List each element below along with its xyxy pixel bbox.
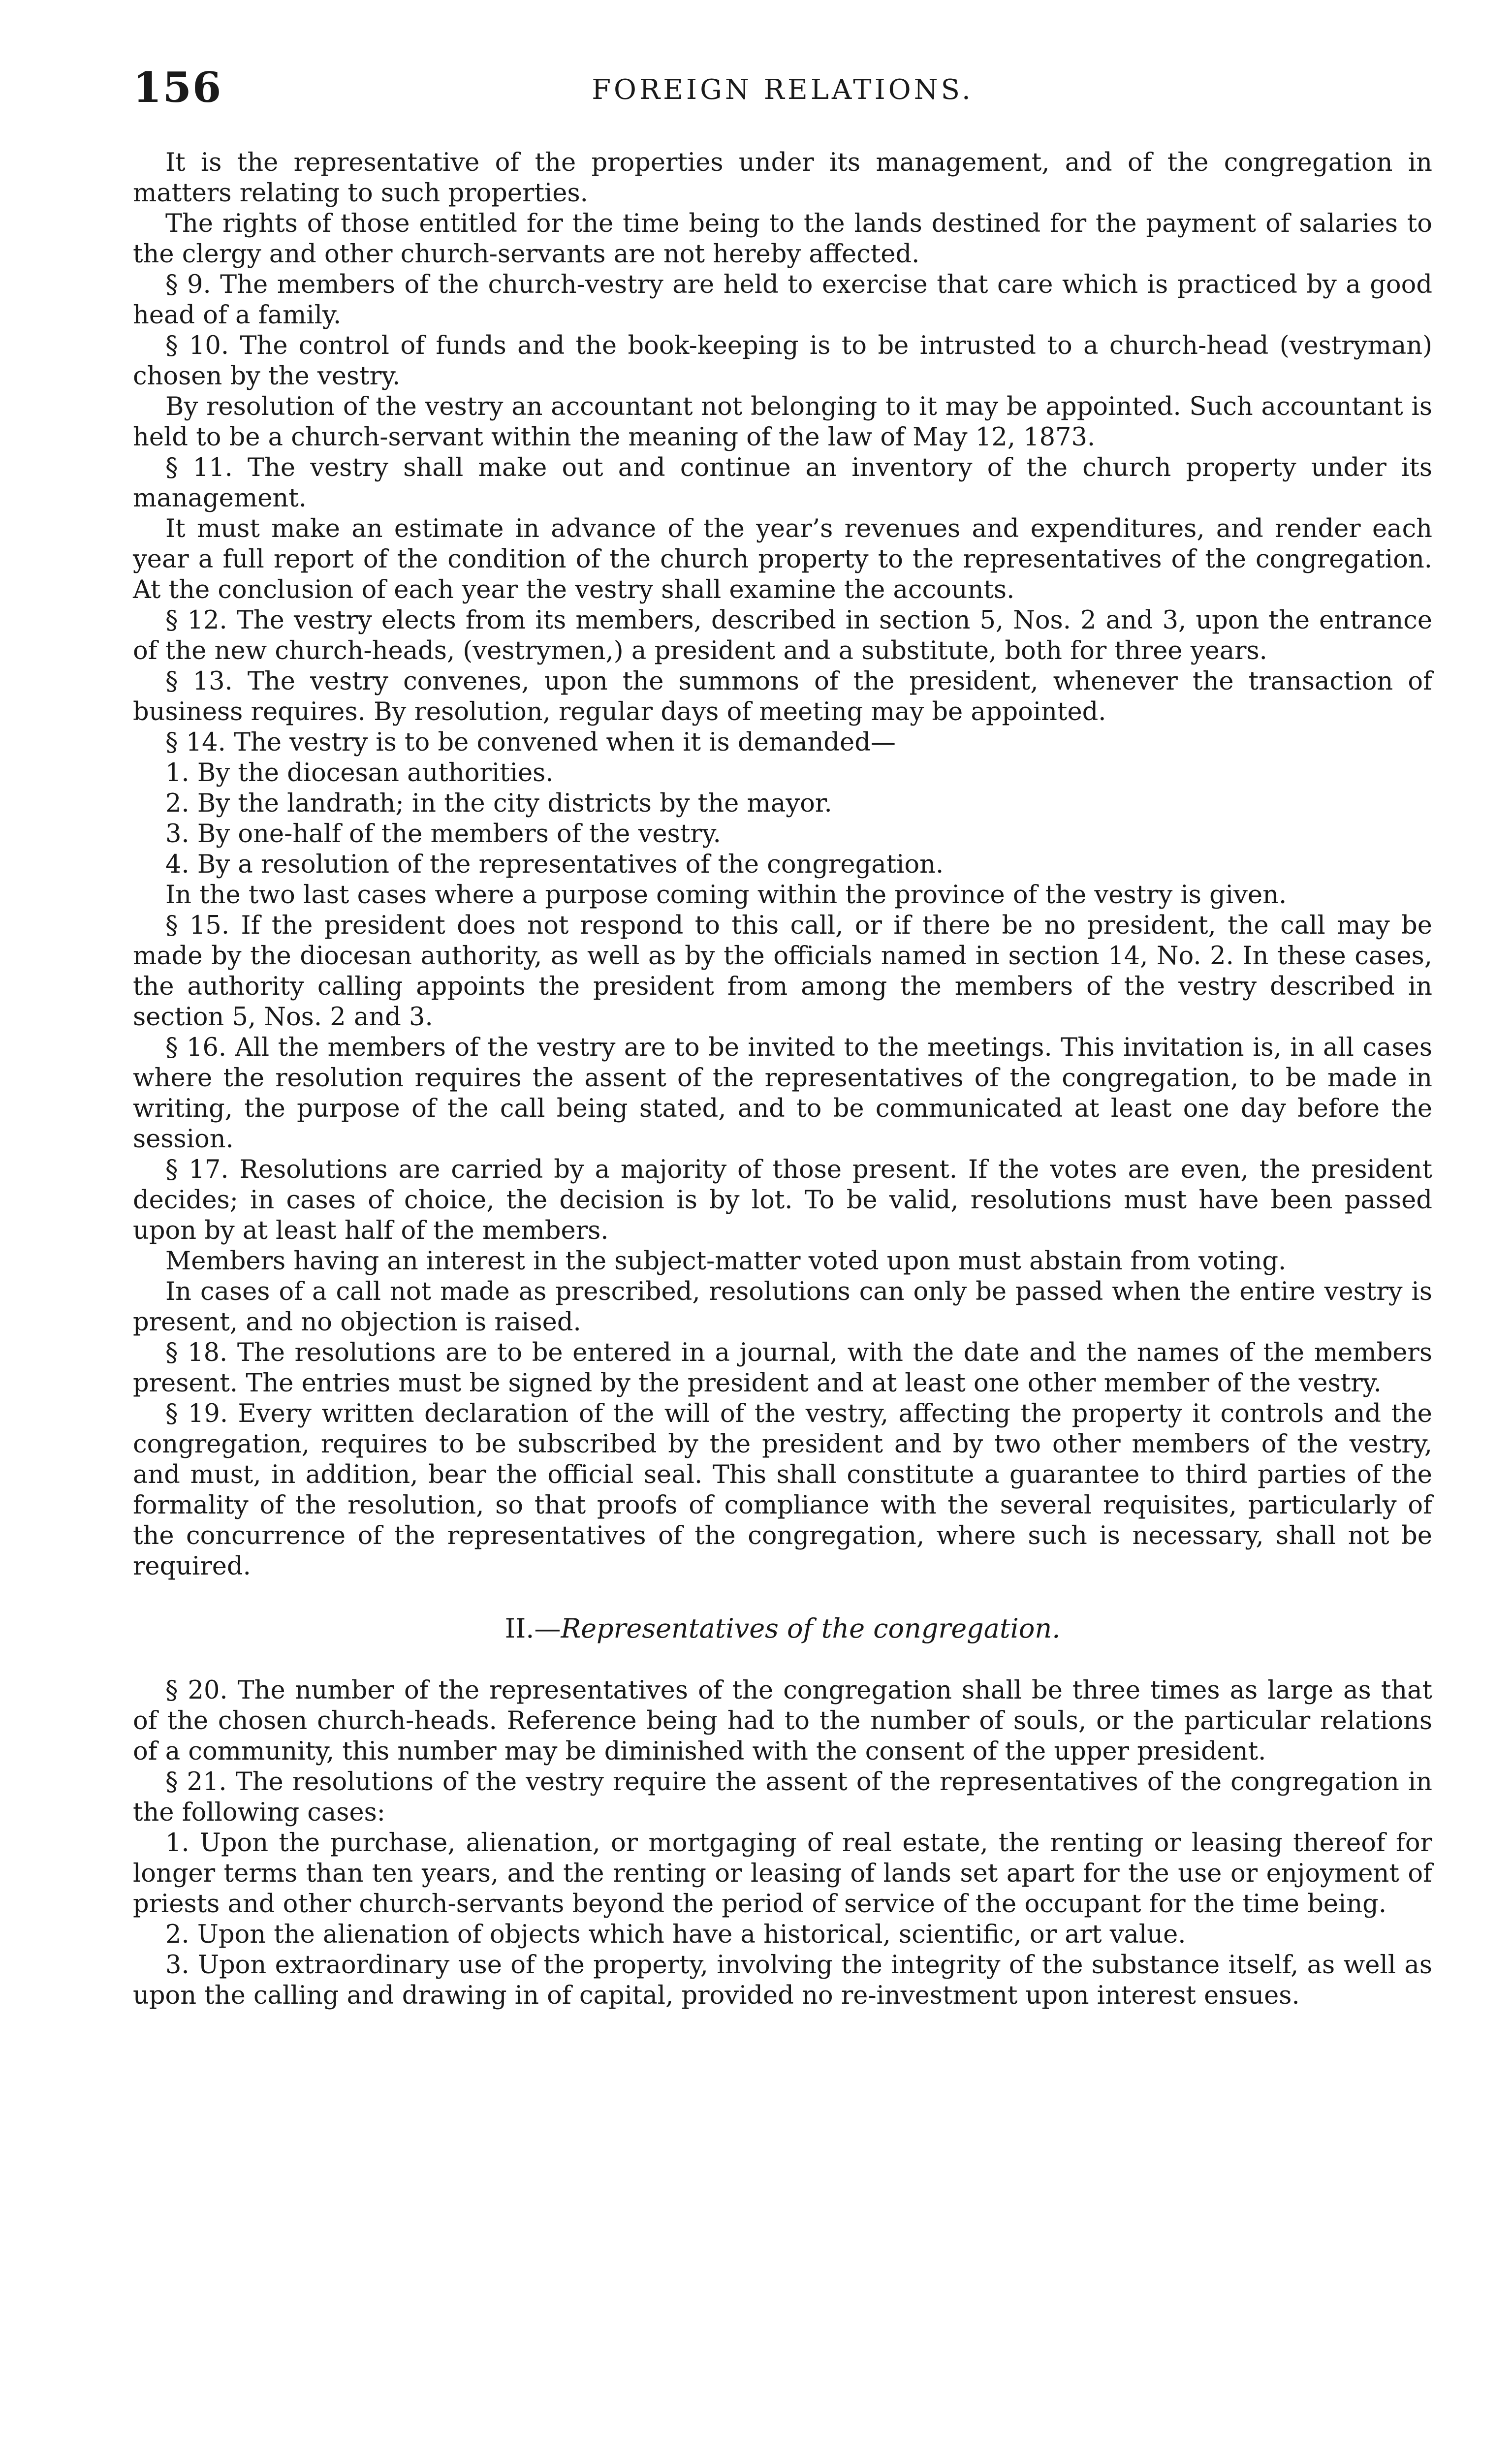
- body-text: [133, 148, 1432, 2011]
- running-title: FOREIGN RELATIONS.: [592, 74, 974, 106]
- paragraph: § 15. If the president does not respond to this call, or if there be no president, the call may be made by the diocesan authority, as well as by the officials named in section 14, No. 2. In these cases, the authority calling appoints the president from among the members of the vestry described in section 5, Nos. 2 and 3.: [133, 911, 1432, 1032]
- list-item: 4. By a resolution of the representatives of the congregation.: [165, 850, 944, 879]
- paragraph: In cases of a call not made as prescribed, resolutions can only be passed when the entire vestry is present, and no objection is raised.: [133, 1277, 1432, 1337]
- paragraph: § 17. Resolutions are carried by a majority of those present. If the votes are even, the president decides; in cases of choice, the decision is by lot. To be valid, resolutions must have been passed upon by at least half of the members.: [133, 1155, 1432, 1245]
- list-item: 1. By the diocesan authorities.: [165, 758, 554, 788]
- paragraph: § 21. The resolutions of the vestry require the assent of the representatives of the congregation in the following cases:: [133, 1767, 1432, 1827]
- list-item: 3. Upon extraordinary use of the property, involving the integrity of the substance itself, as well as upon the calling and drawing in of capital, provided no re-investment upon interest ensues.: [133, 1951, 1432, 2010]
- paragraph: Members having an interest in the subject-matter voted upon must abstain from voting.: [165, 1247, 1287, 1276]
- paragraph: The rights of those entitled for the time being to the lands destined for the payment of salaries to the clergy and other church-servants are not hereby affected.: [133, 209, 1432, 269]
- paragraph: In the two last cases where a purpose coming within the province of the vestry is given.: [165, 881, 1287, 910]
- paragraph: § 12. The vestry elects from its members, described in section 5, Nos. 2 and 3, upon the entrance of the new church-heads, (vestrymen,) a president and a substitute, both for three years.: [133, 606, 1432, 665]
- paragraph: § 10. The control of funds and the book-keeping is to be intrusted to a church-head (vestryman) chosen by the vestry.: [133, 331, 1432, 391]
- list-item: 1. Upon the purchase, alienation, or mortgaging of real estate, the renting or leasing thereof for longer terms than ten years, and the renting or leasing of lands set apart for the use or enjoyment of priests and other church-servants beyond the period of service of the occupant for the time being.: [133, 1829, 1432, 1919]
- page-header: [133, 63, 1432, 122]
- paragraph: By resolution of the vestry an accountant not belonging to it may be appointed. Such accountant is held to be a church-servant within the meaning of the law of May 12, 1873.: [133, 392, 1432, 452]
- list-item: 3. By one-half of the members of the vestry.: [165, 820, 721, 849]
- paragraph: § 13. The vestry convenes, upon the summons of the president, whenever the transaction of business requires. By resolution, regular days of meeting may be appointed.: [133, 667, 1432, 726]
- section-heading-number: II.—: [504, 1613, 561, 1644]
- page-number: 156: [133, 63, 222, 112]
- paragraph: § 20. The number of the representatives of the congregation shall be three times as large as that of the chosen church-heads. Reference being had to the number of souls, or the particular relations of a community, this number may be diminished with the consent of the upper president.: [133, 1676, 1432, 1766]
- paragraph: § 9. The members of the church-vestry are held to exercise that care which is practiced by a good head of a family.: [133, 270, 1432, 330]
- list-item: 2. Upon the alienation of objects which have a historical, scientific, or art value.: [165, 1920, 1186, 1949]
- paragraph: It is the representative of the properties under its management, and of the congregation in matters relating to such properties.: [133, 148, 1432, 208]
- paragraph: § 14. The vestry is to be convened when it is demanded—: [165, 728, 896, 757]
- section-heading: [133, 1613, 1432, 1644]
- paragraph: § 19. Every written declaration of the will of the vestry, affecting the property it controls and the congregation, requires to be subscribed by the president and by two other members of the vestry, and must, in addition, bear the official seal. This shall constitute a guarantee to third parties of the formality of the resolution, so that proofs of compliance with the several requisites, particularly of the concurrence of the representatives of the congregation, where such is necessary, shall not be required.: [133, 1399, 1432, 1581]
- paragraph: § 18. The resolutions are to be entered in a journal, with the date and the names of the members present. The entries must be signed by the president and at least one other member of the vestry.: [133, 1338, 1432, 1398]
- paragraph: § 16. All the members of the vestry are to be invited to the meetings. This invitation is, in all cases where the resolution requires the assent of the representatives of the congregation, to be made in writing, the purpose of the call being stated, and to be communicated at least one day before the session.: [133, 1033, 1432, 1154]
- paragraph: § 11. The vestry shall make out and continue an inventory of the church property under its management.: [133, 453, 1432, 513]
- paragraph: It must make an estimate in advance of the year’s revenues and expenditures, and render each year a full report of the condition of the church property to the representatives of the congregation. At the conclusion of each year the vestry shall examine the accounts.: [133, 514, 1432, 604]
- section-heading-title: Representatives of the congregation.: [561, 1613, 1061, 1644]
- list-item: 2. By the landrath; in the city districts by the mayor.: [165, 789, 832, 818]
